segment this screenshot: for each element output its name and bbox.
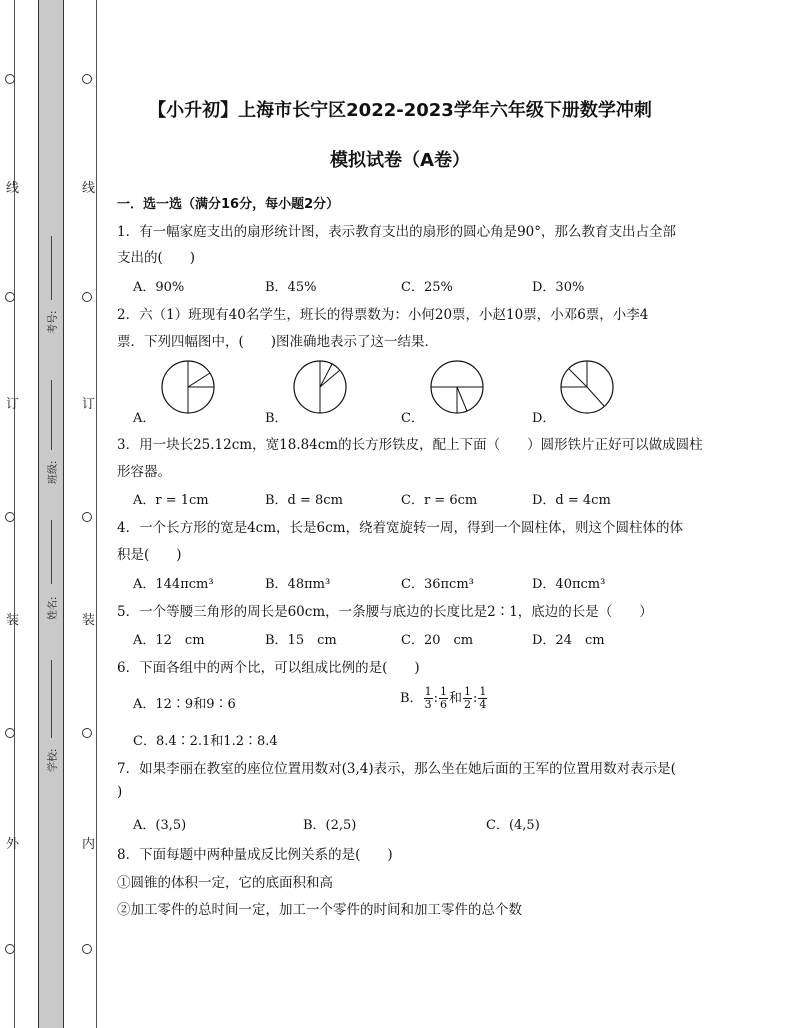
binding-hole-icon <box>5 512 15 522</box>
binding-hole-icon <box>5 292 15 302</box>
q6-option-a: A．12∶9和9∶6 <box>133 697 236 712</box>
q3-option-d: D．d = 4cm <box>532 493 611 508</box>
page-title-line2: 模拟试卷（A卷） <box>330 150 470 171</box>
binding-hole-icon <box>82 74 92 84</box>
question-8-item-1: ①圆锥的体积一定，它的底面积和高 <box>117 875 333 891</box>
binding-char-ding-outer: 订 <box>6 397 20 412</box>
q5-option-c: C．20 cm <box>401 633 474 648</box>
q7-option-c: C．(4,5) <box>486 818 540 833</box>
question-8-text: 8．下面每题中两种量成反比例关系的是( ) <box>117 847 393 863</box>
binding-hole-icon <box>5 944 15 954</box>
q5-option-d: D．24 cm <box>532 633 605 648</box>
page-title-line1: 【小升初】上海市长宁区2022-2023学年六年级下册数学冲刺 <box>148 100 652 121</box>
q2-option-d: D． <box>532 411 556 426</box>
field-label-school: 学校: <box>48 748 59 772</box>
q2-option-b: B． <box>265 411 288 426</box>
field-line-school <box>51 660 52 738</box>
pie-chart-b <box>292 359 348 415</box>
question-4-text: 4．一个长方形的宽是4cm，长是6cm，绕着宽旋转一周，得到一个圆柱体，则这个圆柱体的体 <box>117 520 683 536</box>
field-label-exam-number: 考号: <box>48 310 59 334</box>
binding-hole-icon <box>82 728 92 738</box>
q1-option-d: D．30% <box>532 280 585 295</box>
field-line-exam-number <box>51 236 52 300</box>
q2-option-a: A． <box>133 411 156 426</box>
q1-option-b: B．45% <box>265 280 317 295</box>
q4-option-b: B．48πm³ <box>265 577 331 592</box>
fraction: $\frac{1}{2}$ <box>463 685 471 711</box>
q5-option-a: A．12 cm <box>133 633 205 648</box>
q6-option-b: B． $\frac{1}{3}$ : $\frac{1}{6}$ 和 $\frac{1}{2}$ : $\frac{1}{4}$ <box>400 685 487 711</box>
q4-option-d: D．40πcm³ <box>532 577 606 592</box>
question-7-text-cont: ) <box>117 784 123 800</box>
q7-option-b: B．(2,5) <box>303 818 357 833</box>
section-heading: 一．选一选（满分16分，每小题2分） <box>117 197 340 212</box>
binding-hole-icon <box>82 292 92 302</box>
question-3-text-cont: 形容器。 <box>117 464 171 480</box>
q5-option-b: B．15 cm <box>265 633 337 648</box>
binding-hole-icon <box>82 944 92 954</box>
question-7-text: 7．如果李丽在教室的座位位置用数对(3,4)表示，那么坐在她后面的王军的位置用数对表示是( <box>117 761 676 777</box>
pie-chart-d <box>559 359 615 415</box>
question-5-text: 5．一个等腰三角形的周长是60cm，一条腰与底边的长度比是2∶1，底边的长是（ ） <box>117 604 653 620</box>
q2-option-c: C． <box>401 411 424 426</box>
binding-hole-icon <box>82 512 92 522</box>
q1-option-c: C．25% <box>401 280 453 295</box>
q7-option-a: A．(3,5) <box>133 818 187 833</box>
field-label-name: 姓名: <box>48 596 59 620</box>
inner-margin-line <box>96 0 97 1028</box>
pie-chart-c <box>429 359 485 415</box>
binding-char-wai: 外 <box>6 837 20 852</box>
field-line-name <box>51 520 52 584</box>
question-4-text-cont: 积是( ) <box>117 547 182 563</box>
question-1-text: 1．有一幅家庭支出的扇形统计图，表示教育支出的扇形的圆心角是90°，那么教育支出占全部 <box>117 224 677 240</box>
q1-option-a: A．90% <box>133 280 185 295</box>
binding-char-zhuang-outer: 装 <box>6 613 20 628</box>
q6-option-c: C．8.4∶2.1和1.2∶8.4 <box>133 734 278 749</box>
q3-option-c: C．r = 6cm <box>401 493 478 508</box>
question-1-text-cont: 支出的( ) <box>117 250 196 266</box>
question-2-text: 2．六（1）班现有40名学生，班长的得票数为：小何20票，小赵10票，小邓6票，小李4 <box>117 307 649 323</box>
binding-char-zhuang-inner: 装 <box>82 613 96 628</box>
question-6-text: 6．下面各组中的两个比，可以组成比例的是( ) <box>117 660 420 676</box>
gray-binding-band <box>38 0 64 1028</box>
pie-chart-a <box>160 359 216 415</box>
binding-char-xian-inner: 线 <box>82 181 96 196</box>
q4-option-c: C．36πcm³ <box>401 577 474 592</box>
question-3-text: 3．用一块长25.12cm，宽18.84cm的长方形铁皮，配上下面（ ）圆形铁片正好可以做成圆柱 <box>117 437 703 453</box>
binding-hole-icon <box>5 74 15 84</box>
binding-char-nei: 内 <box>82 837 96 852</box>
fraction: $\frac{1}{6}$ <box>439 685 447 711</box>
field-label-class: 班级: <box>48 460 59 484</box>
q4-option-a: A．144πcm³ <box>133 577 214 592</box>
question-2-text-cont: 票．下列四幅图中，( )图准确地表示了这一结果． <box>117 334 439 350</box>
binding-hole-icon <box>5 728 15 738</box>
binding-char-ding-inner: 订 <box>82 397 96 412</box>
question-8-item-2: ②加工零件的总时间一定，加工一个零件的时间和加工零件的总个数 <box>117 902 522 918</box>
q3-option-b: B．d = 8cm <box>265 493 343 508</box>
field-line-class <box>51 380 52 450</box>
q6-option-b-label: B． <box>400 691 423 706</box>
fraction: $\frac{1}{3}$ <box>424 685 432 711</box>
q3-option-a: A．r = 1cm <box>133 493 209 508</box>
fraction: $\frac{1}{4}$ <box>479 685 487 711</box>
binding-char-xian-outer: 线 <box>6 181 20 196</box>
